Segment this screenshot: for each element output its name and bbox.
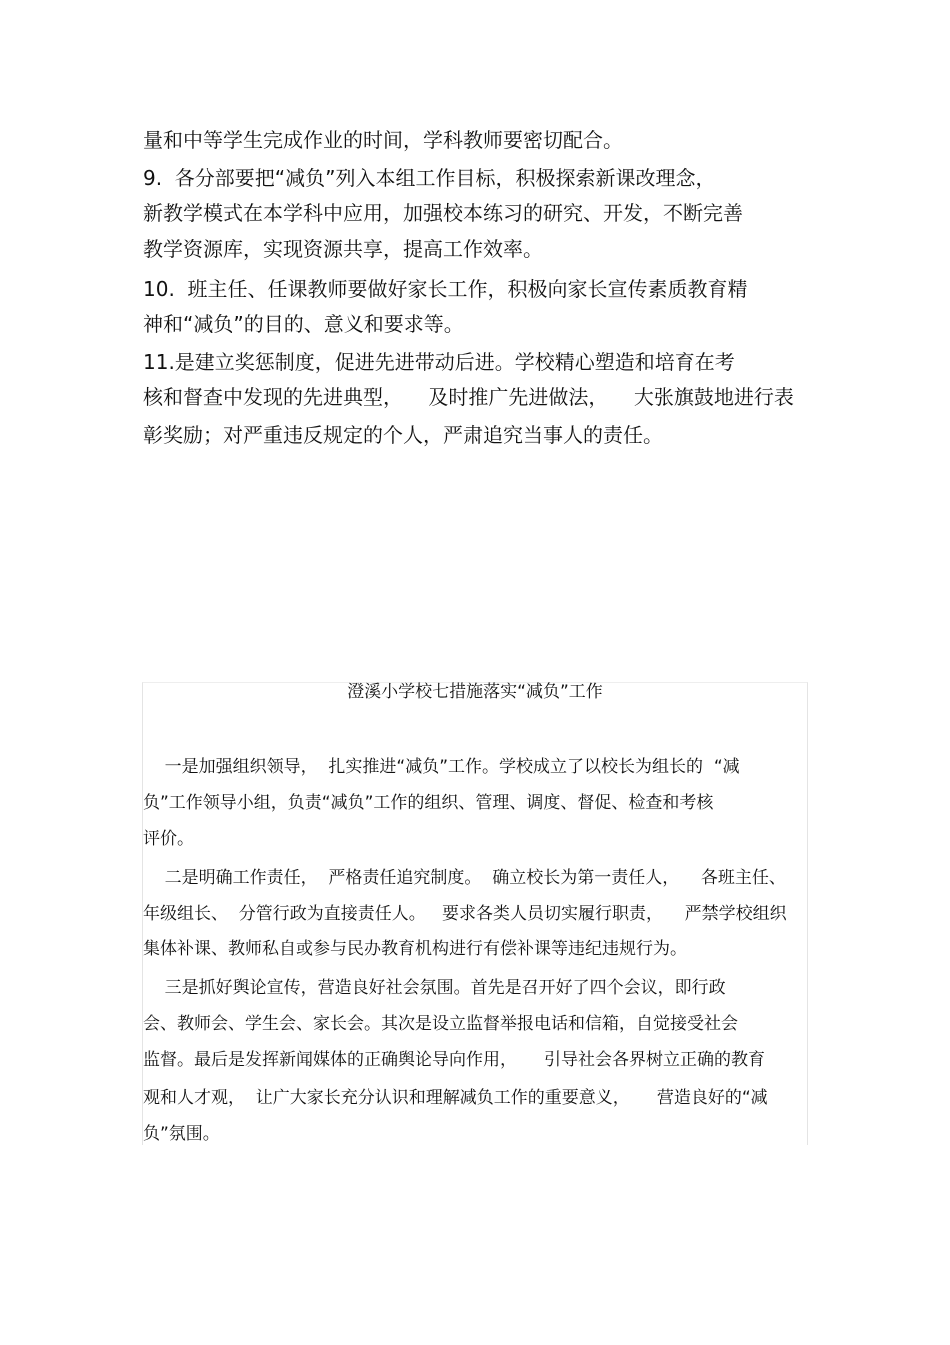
text-line: 观和人才观， 让广大家长充分认识和理解减负工作的重要意义， 营造良好的“减 bbox=[143, 1088, 768, 1108]
text-line: 彰奖励；对严重违反规定的个人，严肃追究当事人的责任。 bbox=[143, 423, 663, 447]
document-title: 澄溪小学校七措施落实“减负”工作 bbox=[347, 682, 603, 702]
text-line: 教学资源库，实现资源共享，提高工作效率。 bbox=[143, 237, 543, 261]
text-line: 负”工作领导小组，负责“减负”工作的组织、管理、调度、督促、检查和考核 bbox=[143, 793, 714, 813]
text-line: 年级组长、 分管行政为直接责任人。 要求各类人员切实履行职责， 严禁学校组织 bbox=[143, 904, 787, 924]
text-line: 监督。最后是发挥新闻媒体的正确舆论导向作用， 引导社会各界树立正确的教育 bbox=[143, 1050, 766, 1070]
text-line: 一是加强组织领导， 扎实推进“减负”工作。学校成立了以校长为组长的 “减 bbox=[143, 757, 740, 777]
text-line: 二是明确工作责任， 严格责任追究制度。 确立校长为第一责任人， 各班主任、 bbox=[143, 868, 786, 888]
text-line: 9. 各分部要把“减负”列入本组工作目标，积极探索新课改理念， bbox=[143, 166, 716, 190]
text-line: 神和“减负”的目的、意义和要求等。 bbox=[143, 312, 464, 336]
text-line: 会、教师会、学生会、家长会。其次是设立监督举报电话和信箱，自觉接受社会 bbox=[143, 1014, 738, 1034]
text-line: 量和中等学生完成作业的时间，学科教师要密切配合。 bbox=[143, 128, 623, 152]
text-line: 核和督查中发现的先进典型， 及时推广先进做法， 大张旗鼓地进行表 bbox=[143, 385, 794, 409]
text-line: 11.是建立奖惩制度，促进先进带动后进。学校精心塑造和培育在考 bbox=[143, 350, 735, 374]
text-line: 负”氛围。 bbox=[143, 1124, 220, 1144]
text-line: 三是抓好舆论宣传，营造良好社会氛围。首先是召开好了四个会议，即行政 bbox=[143, 978, 726, 998]
text-line: 评价。 bbox=[143, 829, 194, 849]
text-line: 集体补课、教师私自或参与民办教育机构进行有偿补课等违纪违规行为。 bbox=[143, 939, 687, 959]
text-line: 10. 班主任、任课教师要做好家长工作，积极向家长宣传素质教育精 bbox=[143, 277, 748, 301]
text-line: 新教学模式在本学科中应用，加强校本练习的研究、开发，不断完善 bbox=[143, 201, 743, 225]
